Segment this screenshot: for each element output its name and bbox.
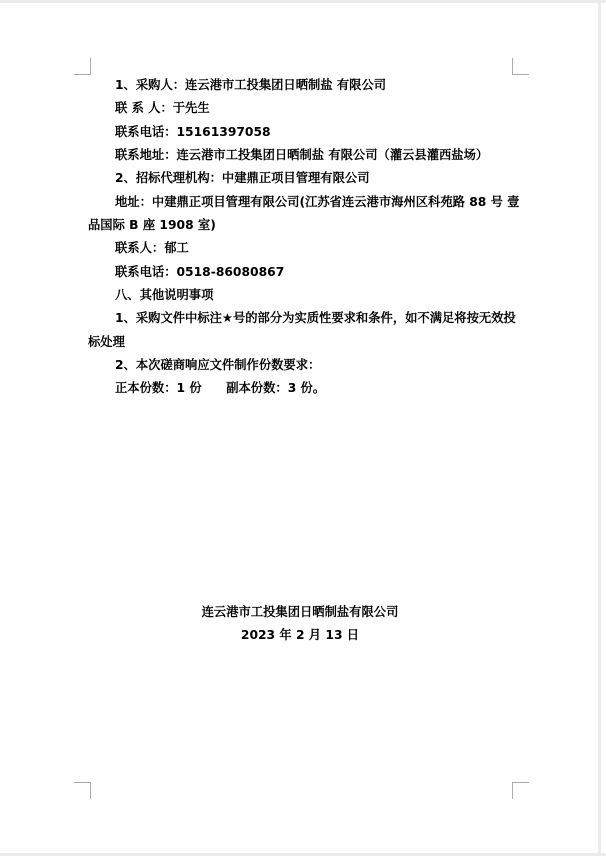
doc-line-purchaser: 1、采购人：连云港市工投集团日晒制盐 有限公司 [115, 78, 387, 92]
document-body [88, 74, 520, 401]
margin-cropmark-bottom-right [512, 782, 529, 799]
doc-line-note-1b: 标处理 [88, 334, 125, 349]
doc-line-agency-phone: 联系电话：0518-86080867 [115, 264, 285, 279]
doc-line-copies: 正本份数：1 份 副本份数：3 份。 [115, 381, 326, 396]
margin-cropmark-bottom-left [74, 782, 91, 799]
signature-company: 连云港市工投集团日晒制盐有限公司 [201, 605, 399, 619]
doc-line-note-2: 2、本次磋商响应文件制作份数要求： [115, 358, 321, 373]
doc-line-note-1a: 1、采购文件中标注★号的部分为实质性要求和条件，如不满足将按无效投 [115, 311, 516, 326]
doc-line-contact-address: 联系地址：连云港市工投集团日晒制盐 有限公司（灌云县灌西盐场） [115, 148, 489, 163]
doc-line-agency-address-2: 品国际 B 座 1908 室) [88, 218, 216, 233]
doc-line-agency-contact: 联系人：郁工 [115, 241, 189, 256]
doc-line-contact-person: 联 系 人：于先生 [115, 101, 210, 116]
doc-line-section-heading: 八、其他说明事项 [115, 288, 214, 303]
page-edge-top [0, 0, 606, 3]
doc-line-agency-address-1: 地址：中建鼎正项目管理有限公司(江苏省连云港市海州区科苑路 88 号 壹 [115, 194, 520, 209]
doc-line-contact-phone: 联系电话：15161397058 [115, 124, 271, 139]
margin-cropmark-top-right [512, 58, 529, 75]
margin-cropmark-top-left [74, 58, 91, 75]
page-edge-right [598, 3, 601, 853]
signature-date: 2023 年 2 月 13 日 [240, 628, 360, 643]
signature-block [88, 601, 512, 648]
doc-line-agency: 2、招标代理机构：中建鼎正项目管理有限公司 [115, 171, 370, 186]
